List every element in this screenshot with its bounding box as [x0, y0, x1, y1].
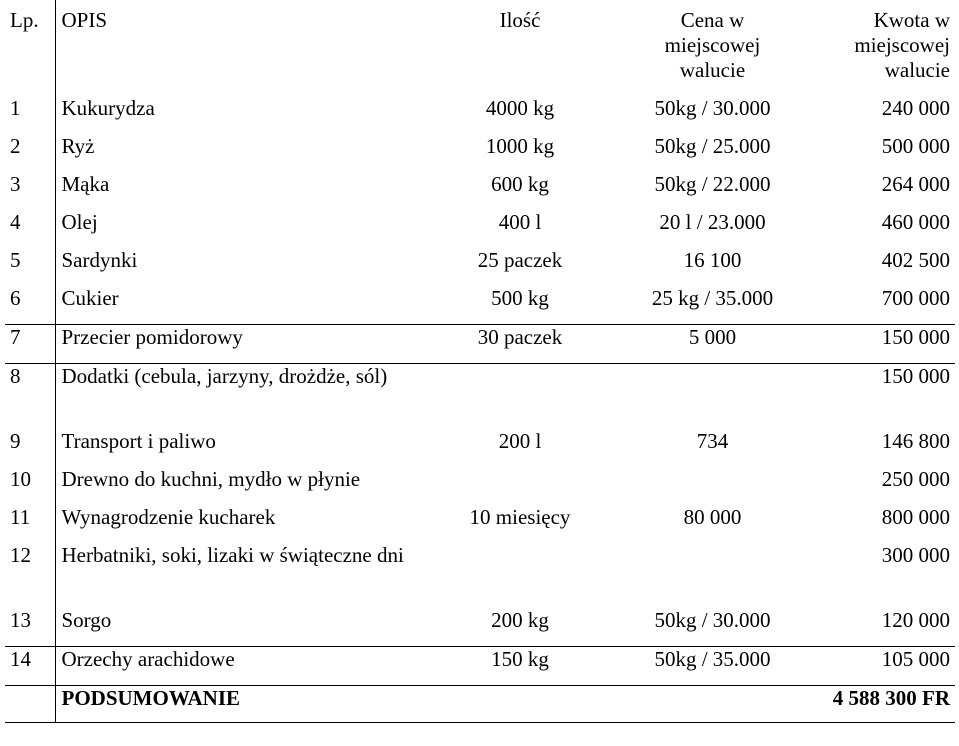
- row-opis: Przecier pomidorowy: [55, 325, 420, 364]
- row-cena: [620, 543, 805, 608]
- table-row: [5, 608, 955, 647]
- header-opis: OPIS: [61, 8, 108, 32]
- table-row: [5, 325, 955, 364]
- row-ilosc: 400 l: [498, 210, 542, 234]
- row-opis: Transport i paliwo: [61, 429, 216, 453]
- row-lp: 14: [5, 647, 55, 686]
- row-cena: [620, 364, 805, 430]
- row-kwota: 105 000: [805, 647, 955, 686]
- row-cena: 20 l / 23.000: [659, 210, 766, 234]
- row-opis: Kukurydza: [61, 96, 155, 120]
- row-cena: 16 100: [683, 248, 742, 272]
- header-kwota: Kwota w miejscowej walucie: [854, 8, 950, 82]
- row-kwota: 120 000: [805, 608, 955, 647]
- row-ilosc: 4000 kg: [485, 96, 555, 120]
- row-opis: Wynagrodzenie kucharek: [61, 505, 276, 529]
- header-cena: Cena w miejscowej walucie: [664, 8, 761, 82]
- header-row: [5, 0, 955, 96]
- row-kwota: 460 000: [881, 210, 950, 234]
- row-kwota: 250 000: [881, 467, 950, 491]
- summary-row: [5, 686, 955, 723]
- table-row: [5, 248, 955, 286]
- row-opis: Ryż: [61, 134, 95, 158]
- table-row: [5, 134, 955, 172]
- table-row: [5, 467, 955, 505]
- row-ilosc: [420, 543, 620, 608]
- table-row: [5, 172, 955, 210]
- row-cena: 50kg / 30.000: [620, 608, 805, 647]
- row-lp: 4: [5, 210, 55, 248]
- row-opis: Orzechy arachidowe: [55, 647, 420, 686]
- header-ilosc: Ilość: [499, 8, 541, 32]
- row-cena: 25 kg / 35.000: [651, 286, 774, 310]
- row-opis: Olej: [61, 210, 98, 234]
- row-opis: Drewno do kuchni, mydło w płynie: [61, 467, 361, 491]
- table-row: [5, 505, 955, 543]
- row-opis: Sorgo: [55, 608, 420, 647]
- row-lp: 11: [5, 505, 55, 543]
- row-lp: 5: [5, 248, 55, 286]
- header-lp: Lp.: [5, 0, 55, 96]
- row-lp: 2: [5, 134, 55, 172]
- row-kwota: 146 800: [881, 429, 950, 453]
- row-ilosc: 25 paczek: [477, 248, 563, 272]
- row-cena: 734: [696, 429, 729, 453]
- row-ilosc: 10 miesięcy: [469, 505, 571, 529]
- table-row: [5, 364, 955, 430]
- row-ilosc: [420, 467, 620, 505]
- row-lp: 3: [5, 172, 55, 210]
- row-lp: 6: [5, 286, 55, 325]
- row-ilosc: 30 paczek: [420, 325, 620, 364]
- row-lp: 12: [5, 543, 55, 608]
- row-ilosc: 200 l: [498, 429, 542, 453]
- row-kwota: 402 500: [881, 248, 950, 272]
- row-ilosc: 500 kg: [491, 286, 549, 310]
- row-kwota: 500 000: [881, 134, 950, 158]
- row-ilosc: [420, 364, 620, 430]
- row-opis: Herbatniki, soki, lizaki w świąteczne dni: [61, 543, 404, 567]
- row-ilosc: 1000 kg: [485, 134, 555, 158]
- row-lp: 8: [5, 364, 55, 430]
- summary-total: 4 588 300 FR: [805, 686, 955, 723]
- row-kwota: 150 000: [881, 364, 950, 388]
- row-cena: 50kg / 22.000: [654, 172, 771, 196]
- summary-label: PODSUMOWANIE: [55, 686, 805, 723]
- row-ilosc: 200 kg: [420, 608, 620, 647]
- row-opis: Sardynki: [61, 248, 138, 272]
- row-lp: 1: [5, 96, 55, 134]
- row-lp: 7: [5, 325, 55, 364]
- row-cena: 50kg / 25.000: [654, 134, 771, 158]
- row-kwota: 700 000: [881, 286, 950, 310]
- table-row: [5, 543, 955, 608]
- row-ilosc: 150 kg: [420, 647, 620, 686]
- table-row: [5, 210, 955, 248]
- row-cena: [620, 467, 805, 505]
- table-row: [5, 96, 955, 134]
- summary-lp-empty: [5, 686, 55, 723]
- row-cena: 5 000: [620, 325, 805, 364]
- row-cena: 50kg / 35.000: [620, 647, 805, 686]
- row-kwota: 150 000: [805, 325, 955, 364]
- row-kwota: 240 000: [881, 96, 950, 120]
- row-ilosc: 600 kg: [491, 172, 549, 196]
- cost-table: [5, 0, 955, 723]
- row-lp: 13: [5, 608, 55, 647]
- row-lp: 10: [5, 467, 55, 505]
- table-row: [5, 286, 955, 325]
- row-opis: Cukier: [61, 286, 119, 310]
- row-kwota: 264 000: [881, 172, 950, 196]
- row-kwota: 800 000: [881, 505, 950, 529]
- table-row: [5, 647, 955, 686]
- row-cena: 80 000: [683, 505, 742, 529]
- row-opis: Mąka: [61, 172, 110, 196]
- row-lp: 9: [5, 429, 55, 467]
- row-cena: 50kg / 30.000: [654, 96, 771, 120]
- row-kwota: 300 000: [881, 543, 950, 567]
- row-opis: Dodatki (cebula, jarzyny, drożdże, sól): [61, 364, 388, 388]
- table-row: [5, 429, 955, 467]
